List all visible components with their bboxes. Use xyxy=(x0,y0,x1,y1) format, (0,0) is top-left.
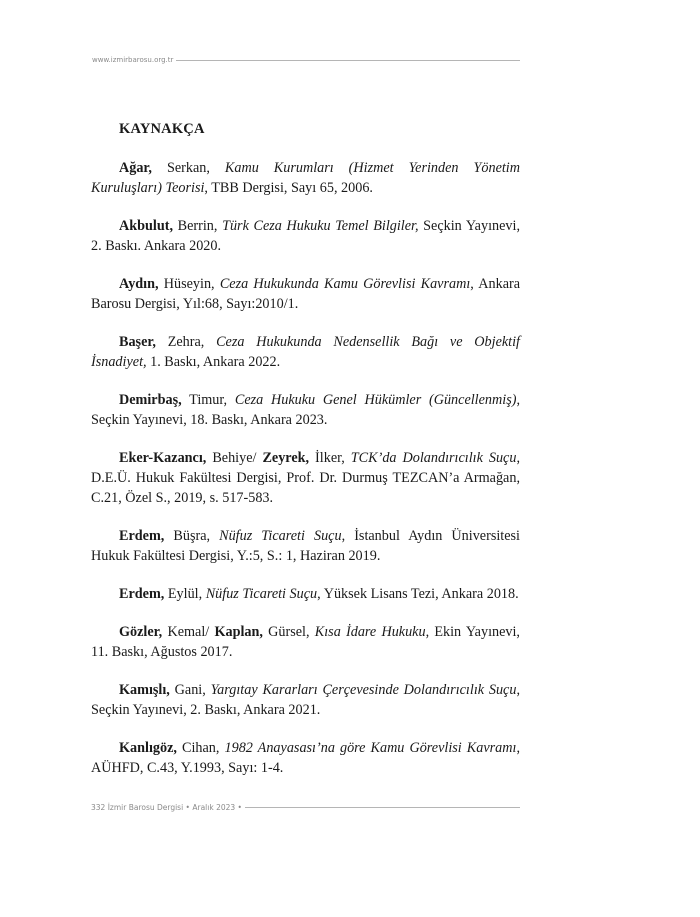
reference-entry xyxy=(91,680,520,720)
reference-details: , Ekin Yayınevi, 11. Baskı, Ağustos 2017. xyxy=(91,624,520,660)
reference-details: , TBB Dergisi, Sayı 65, 2006. xyxy=(204,180,373,196)
footer-rule xyxy=(245,807,520,808)
reference-coauthor: Zeyrek, xyxy=(262,450,310,466)
reference-details: Seçkin Yayınevi, 2. Baskı. Ankara 2020. xyxy=(91,218,520,254)
reference-author: Eker-Kazancı, xyxy=(119,450,207,466)
reference-title: TCK’da Dolandırıcılık Suçu xyxy=(350,450,517,466)
footer-text: 332 İzmir Barosu Dergisi • Aralık 2023 • xyxy=(91,802,242,812)
reference-author: Demirbaş, xyxy=(119,392,182,408)
reference-author-given: Zehra, xyxy=(155,334,217,350)
reference-author: Aydın, xyxy=(119,276,159,292)
reference-author-given: Gani, xyxy=(169,682,211,698)
reference-author: Kamışlı, xyxy=(119,682,170,698)
reference-title: Nüfuz Ticareti Suçu xyxy=(219,528,342,544)
reference-author-given: Hüseyin, xyxy=(158,276,220,292)
reference-author: Gözler, xyxy=(119,624,163,640)
reference-details: 1. Baskı, Ankara 2022. xyxy=(146,354,281,370)
reference-entry xyxy=(91,332,520,372)
header-url: www.izmirbarosu.org.tr xyxy=(92,56,174,64)
reference-author-given: Berrin, xyxy=(173,218,223,234)
reference-title: 1982 Anayasası’na göre Kamu Görevlisi Kavramı xyxy=(224,740,517,756)
reference-details: , İstanbul Aydın Üniversitesi Hukuk Fakültesi Dergisi, Y.:5, S.: 1, Haziran 2019. xyxy=(91,528,520,564)
reference-title: Kısa İdare Hukuku xyxy=(314,624,426,640)
reference-author-given: Eylül, xyxy=(164,586,206,602)
reference-details: , AÜHFD, C.43, Y.1993, Sayı: 1-4. xyxy=(91,740,520,776)
page-header xyxy=(92,54,520,66)
reference-title: Ceza Hukuku Genel Hükümler (Güncellenmiş) xyxy=(234,392,517,408)
reference-author-given: Behiye/ xyxy=(206,450,263,466)
reference-coauthor-given: İlker, xyxy=(309,450,351,466)
reference-author: Ağar, xyxy=(119,160,152,176)
reference-details: , Yüksek Lisans Tezi, Ankara 2018. xyxy=(317,586,519,602)
reference-title: Kamu Kurumları (Hizmet Yerinden Yönetim Kuruluşları) Teorisi xyxy=(91,160,520,196)
reference-author-given: Kemal/ xyxy=(162,624,215,640)
page-footer xyxy=(91,801,520,813)
reference-entry xyxy=(91,274,520,314)
reference-author: Akbulut, xyxy=(119,218,174,234)
reference-author: Erdem, xyxy=(119,586,165,602)
reference-details: , Seçkin Yayınevi, 18. Baskı, Ankara 2023. xyxy=(91,392,520,428)
reference-author-given: Serkan, xyxy=(151,160,225,176)
reference-coauthor-given: Gürsel, xyxy=(262,624,315,640)
reference-coauthor: Kaplan, xyxy=(214,624,263,640)
reference-entry xyxy=(91,448,520,508)
reference-author: Kanlıgöz, xyxy=(119,740,177,756)
reference-author-given: Büşra, xyxy=(164,528,220,544)
reference-title: Ceza Hukukunda Nedensellik Bağı ve Objektif İsnadiyet, xyxy=(91,334,520,370)
reference-title: Yargıtay Kararları Çerçevesinde Dolandırıcılık Suçu xyxy=(210,682,517,698)
reference-author-given: Timur, xyxy=(181,392,235,408)
reference-entry xyxy=(91,738,520,778)
reference-entry xyxy=(91,622,520,662)
section-heading: KAYNAKÇA xyxy=(119,121,205,137)
reference-details: , D.E.Ü. Hukuk Fakültesi Dergisi, Prof. Dr. Durmuş TEZCAN’a Armağan, C.21, Özel S., 2019, s. 517-583. xyxy=(91,450,520,506)
reference-entry xyxy=(91,584,520,604)
reference-title: Türk Ceza Hukuku Temel Bilgiler, xyxy=(222,218,419,234)
reference-entry xyxy=(91,158,520,198)
header-rule xyxy=(176,60,520,61)
reference-title: Nüfuz Ticareti Suçu xyxy=(205,586,318,602)
reference-entry xyxy=(91,216,520,256)
reference-author-given: Cihan, xyxy=(176,740,225,756)
reference-list xyxy=(91,158,520,796)
reference-details: , Ankara Barosu Dergisi, Yıl:68, Sayı:2010/1. xyxy=(91,276,521,312)
reference-entry xyxy=(91,526,520,566)
reference-title: Ceza Hukukunda Kamu Görevlisi Kavramı xyxy=(219,276,471,292)
reference-author: Erdem, xyxy=(119,528,165,544)
reference-details: , Seçkin Yayınevi, 2. Baskı, Ankara 2021. xyxy=(91,682,520,718)
reference-entry xyxy=(91,390,520,430)
reference-author: Başer, xyxy=(119,334,156,350)
